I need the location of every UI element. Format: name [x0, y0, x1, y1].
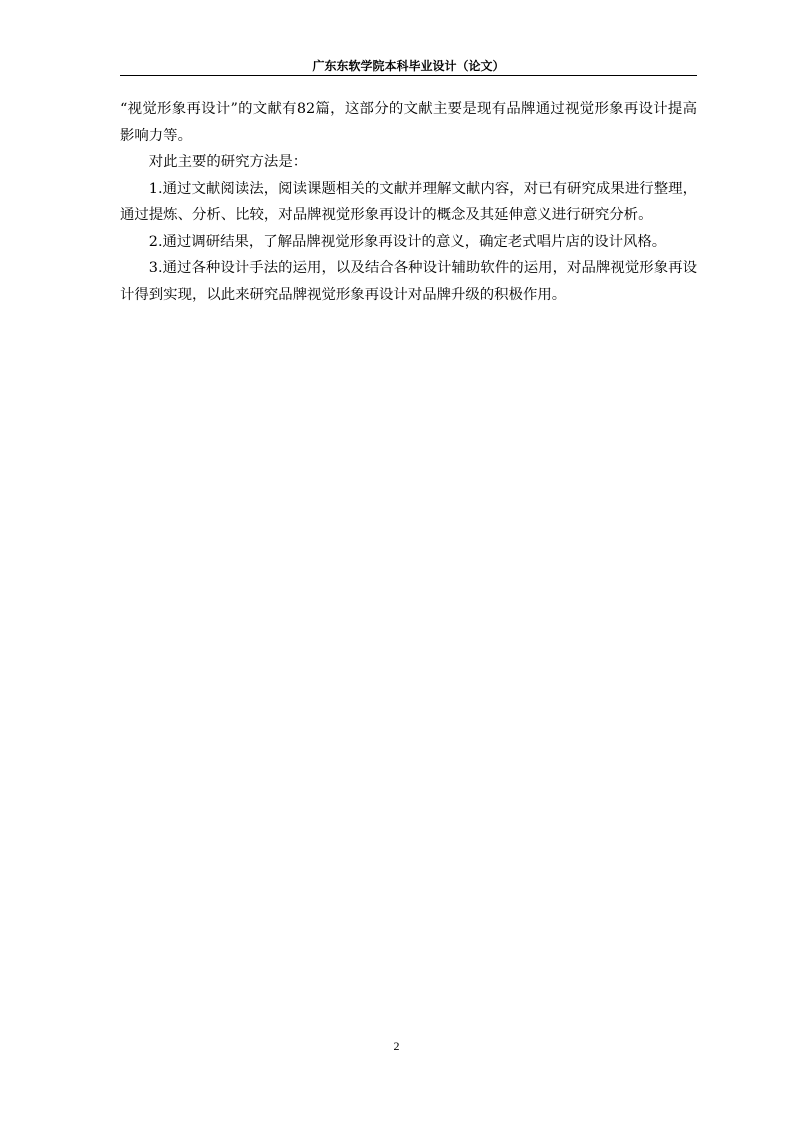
paragraph-method-2: 2.通过调研结果，了解品牌视觉形象再设计的意义，确定老式唱片店的设计风格。	[148, 233, 667, 250]
paragraph-literature-count: “视觉形象再设计”的文献有82篇，这部分的文献主要是现有品牌通过视觉形象再设计提高影响力等。	[120, 101, 697, 144]
paragraph-method-1: 1.通过文献阅读法，阅读课题相关的文献并理解文献内容，对已有研究成果进行整理，通过提炼、分析、比较，对品牌视觉形象再设计的概念及其延伸意义进行研究分析。	[120, 180, 697, 223]
document-body	[120, 96, 697, 308]
paragraph-method-3: 3.通过各种设计手法的运用，以及结合各种设计辅助软件的运用，对品牌视觉形象再设计得到实现，以此来研究品牌视觉形象再设计对品牌升级的积极作用。	[120, 260, 697, 303]
page-header-title: 广东东软学院本科毕业设计（论文）	[312, 59, 505, 73]
header-divider	[120, 75, 697, 76]
page-number: 2	[393, 1039, 400, 1053]
paragraph-methods-intro: 对此主要的研究方法是：	[148, 154, 308, 170]
